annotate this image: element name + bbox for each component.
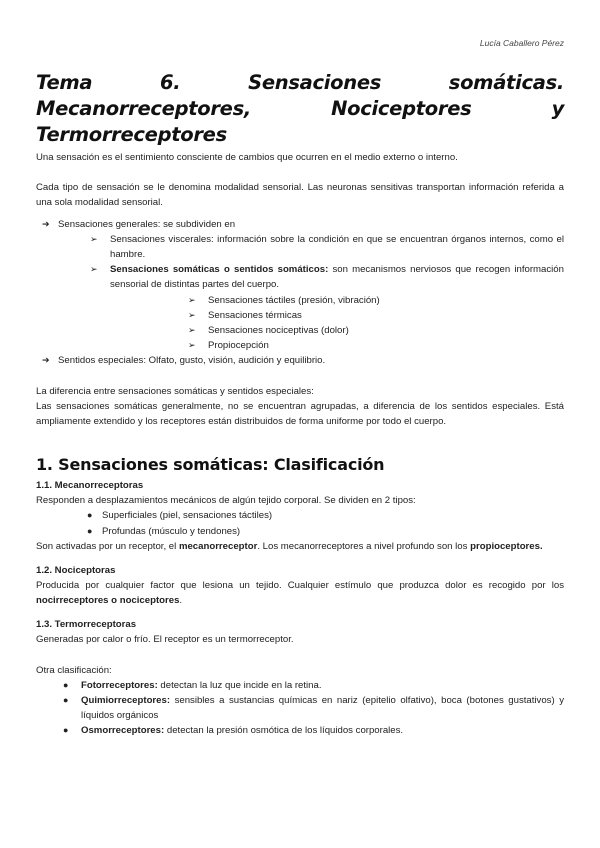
subsection-heading: 1.3. Termorreceptoras bbox=[36, 619, 137, 631]
list-item: ➢ Sensaciones táctiles (presión, vibración) bbox=[36, 293, 564, 308]
sensation-list bbox=[36, 217, 564, 369]
meca-detail-paragraph: Son activadas por un receptor, el mecanorreceptor. Los mecanorreceptores a nivel profundo son los propioceptores. bbox=[36, 540, 543, 552]
list-item: ➢ Propiocepción bbox=[36, 338, 564, 353]
list-item: ● Quimiorreceptores: sensibles a sustancias químicas en nariz (epitelio olfativo), boca (botones gustativos) y líquidos orgánicos bbox=[63, 695, 564, 722]
list-item: ➢ Sensaciones viscerales: información sobre la condición en que se encuentran órganos internos, como el hambre. bbox=[90, 233, 564, 261]
arrowhead-icon: ➢ bbox=[188, 294, 196, 305]
bullet-icon: ● bbox=[63, 679, 69, 690]
arrowhead-icon: ➢ bbox=[188, 340, 196, 351]
list-item: ➢ Sensaciones nociceptivas (dolor) bbox=[36, 323, 564, 338]
bullet-icon: ● bbox=[87, 510, 93, 521]
bullet-icon: ● bbox=[63, 725, 69, 736]
list-item: ➢ Sensaciones somáticas o sentidos somáticos: son mecanismos nerviosos que recogen información sensorial de distintas partes del cuerpo. bbox=[90, 264, 564, 291]
list-item: ➢ Sensaciones térmicas bbox=[36, 308, 564, 323]
arrowhead-icon: ➢ bbox=[90, 233, 98, 244]
subsection-heading: 1.1. Mecanorreceptoras bbox=[36, 480, 144, 492]
subsection-heading: 1.2. Nociceptoras bbox=[36, 565, 116, 577]
page-title: Tema 6. Sensaciones somáticas. Mecanorreceptores, Nociceptores y Termorreceptores bbox=[36, 71, 564, 146]
document-body bbox=[36, 70, 564, 739]
otra-list bbox=[36, 678, 564, 739]
noci-paragraph: Producida por cualquier factor que lesiona un tejido. Cualquier estímulo que produzca dolor es recogido por los nocirreceptores o nociceptores. bbox=[36, 580, 564, 607]
arrow-icon: ➔ bbox=[42, 218, 50, 229]
diferencia-title: La diferencia entre sensaciones somáticas y sentidos especiales: bbox=[36, 385, 314, 397]
arrow-icon: ➔ bbox=[42, 355, 50, 366]
author-name: Lucía Caballero Pérez bbox=[479, 38, 564, 48]
section-heading: 1. Sensaciones somáticas: Clasificación bbox=[36, 455, 385, 475]
list-item: ● Superficiales (piel, sensaciones táctiles) bbox=[36, 508, 564, 523]
bullet-icon: ● bbox=[63, 695, 69, 706]
arrowhead-icon: ➢ bbox=[188, 325, 196, 336]
meca-paragraph: Responden a desplazamientos mecánicos de algún tejido corporal. Se dividen en 2 tipos: bbox=[36, 495, 416, 507]
otra-title: Otra clasificación: bbox=[36, 664, 112, 676]
meca-list bbox=[36, 508, 564, 538]
termo-paragraph: Generadas por calor o frío. El receptor es un termorreceptor. bbox=[36, 634, 294, 646]
list-item: ● Osmorreceptores: detectan la presión osmótica de los líquidos corporales. bbox=[36, 723, 564, 738]
list-item: ● Fotorreceptores: detectan la luz que incide en la retina. bbox=[36, 678, 564, 693]
list-item: ● Profundas (músculo y tendones) bbox=[36, 524, 564, 539]
modalidad-paragraph: Cada tipo de sensación se le denomina modalidad sensorial. Las neuronas sensitivas transportan información referida a una sola modalidad sensorial. bbox=[36, 182, 564, 209]
list-item: ➔ Sentidos especiales: Olfato, gusto, visión, audición y equilibrio. bbox=[36, 353, 564, 368]
arrowhead-icon: ➢ bbox=[188, 309, 196, 320]
intro-paragraph: Una sensación es el sentimiento consciente de cambios que ocurren en el medio externo o interno. bbox=[36, 152, 458, 163]
list-item: ➔ Sensaciones generales: se subdividen en bbox=[36, 217, 564, 232]
diferencia-paragraph: Las sensaciones somáticas generalmente, no se encuentran agrupadas, a diferencia de los sentidos especiales. Está ampliamente extendido y los receptores están distribuidos de forma uniforme por todo el cuerpo. bbox=[36, 400, 564, 428]
bullet-icon: ● bbox=[87, 525, 93, 536]
arrowhead-icon: ➢ bbox=[90, 264, 98, 275]
